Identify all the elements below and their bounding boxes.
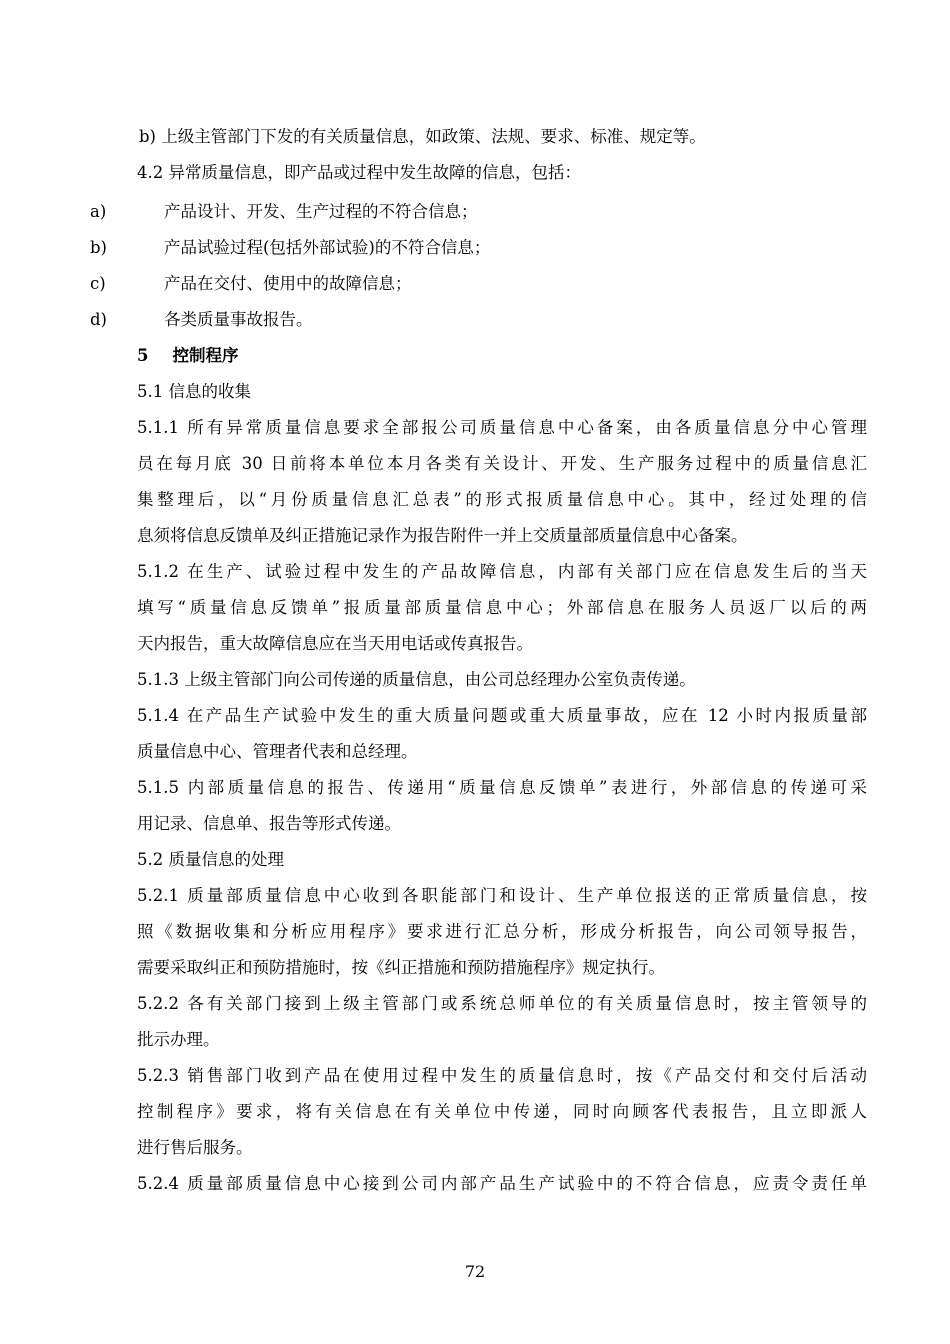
paragraph-line: 5.1.3 上级主管部门向公司传递的质量信息，由公司总经理办公室负责传递。 bbox=[137, 670, 696, 689]
section-number: 5 bbox=[137, 346, 149, 365]
section-title: 控制程序 bbox=[172, 346, 239, 365]
item-b-superior-info bbox=[139, 125, 869, 149]
page-number: 72 bbox=[464, 1262, 486, 1281]
paragraph-line: 填写“质量信息反馈单”报质量部质量信息中心；外部信息在服务人员返厂以后的两 bbox=[137, 598, 867, 617]
paragraph-line: 需要采取纠正和预防措施时，按《纠正措施和预防措施程序》规定执行。 bbox=[137, 958, 665, 977]
list-item-label: d) bbox=[90, 310, 107, 329]
subsection-heading: 5.1 信息的收集 bbox=[137, 382, 251, 401]
paragraph-line: 用记录、信息单、报告等形式传递。 bbox=[137, 814, 401, 833]
list-item-label: c) bbox=[90, 274, 106, 293]
list-item-label: b) bbox=[90, 238, 107, 257]
list-item-text: 各类质量事故报告。 bbox=[164, 310, 313, 329]
paragraph-line: 批示办理。 bbox=[137, 1030, 220, 1049]
paragraph-line: 集整理后，以“月份质量信息汇总表”的形式报质量信息中心。其中，经过处理的信 bbox=[137, 490, 867, 509]
paragraph-line: 5.1.1 所有异常质量信息要求全部报公司质量信息中心备案，由各质量信息分中心管理 bbox=[137, 418, 867, 437]
paragraph-line: 照《数据收集和分析应用程序》要求进行汇总分析，形成分析报告，向公司领导报告， bbox=[137, 922, 867, 941]
paragraph-line: 5.2.3 销售部门收到产品在使用过程中发生的质量信息时，按《产品交付和交付后活动 bbox=[137, 1066, 867, 1085]
subsection-heading: 5.2 质量信息的处理 bbox=[137, 850, 284, 869]
section-5-heading bbox=[137, 344, 867, 368]
paragraph-line: 5.2.2 各有关部门接到上级主管部门或系统总师单位的有关质量信息时，按主管领导的 bbox=[137, 994, 867, 1013]
paragraph-line: 5.1.5 内部质量信息的报告、传递用“质量信息反馈单”表进行，外部信息的传递可采 bbox=[137, 778, 867, 797]
paragraph-line: 5.2.4 质量部质量信息中心接到公司内部产品生产试验中的不符合信息，应责令责任单 bbox=[137, 1174, 867, 1193]
paragraph-line: 员在每月底 30 日前将本单位本月各类有关设计、开发、生产服务过程中的质量信息汇 bbox=[137, 454, 867, 473]
list-item-text: 产品设计、开发、生产过程的不符合信息； bbox=[164, 202, 478, 221]
list-item-text: 产品试验过程(包括外部试验)的不符合信息； bbox=[164, 238, 491, 257]
section-4-2: 4.2 异常质量信息，即产品或过程中发生故障的信息，包括： bbox=[137, 163, 581, 182]
item-b-text: 上级主管部门下发的有关质量信息，如政策、法规、要求、标准、规定等。 bbox=[161, 127, 706, 146]
item-b-label: b) bbox=[139, 127, 156, 146]
paragraph-line: 息须将信息反馈单及纠正措施记录作为报告附件一并上交质量部质量信息中心备案。 bbox=[137, 526, 748, 545]
paragraph-line: 5.1.2 在生产、试验过程中发生的产品故障信息，内部有关部门应在信息发生后的当天 bbox=[137, 562, 867, 581]
paragraph-line: 天内报告，重大故障信息应在当天用电话或传真报告。 bbox=[137, 634, 533, 653]
paragraph-line: 质量信息中心、管理者代表和总经理。 bbox=[137, 742, 418, 761]
paragraph-line: 5.1.4 在产品生产试验中发生的重大质量问题或重大质量事故，应在 12 小时内报质量部 bbox=[137, 706, 867, 725]
list-item-label: a) bbox=[90, 202, 107, 221]
paragraph-line: 5.2.1 质量部质量信息中心收到各职能部门和设计、生产单位报送的正常质量信息，按 bbox=[137, 886, 867, 905]
paragraph-line: 进行售后服务。 bbox=[137, 1138, 253, 1157]
paragraph-line: 控制程序》要求，将有关信息在有关单位中传递，同时向顾客代表报告，且立即派人 bbox=[137, 1102, 867, 1121]
list-item-text: 产品在交付、使用中的故障信息； bbox=[164, 274, 412, 293]
